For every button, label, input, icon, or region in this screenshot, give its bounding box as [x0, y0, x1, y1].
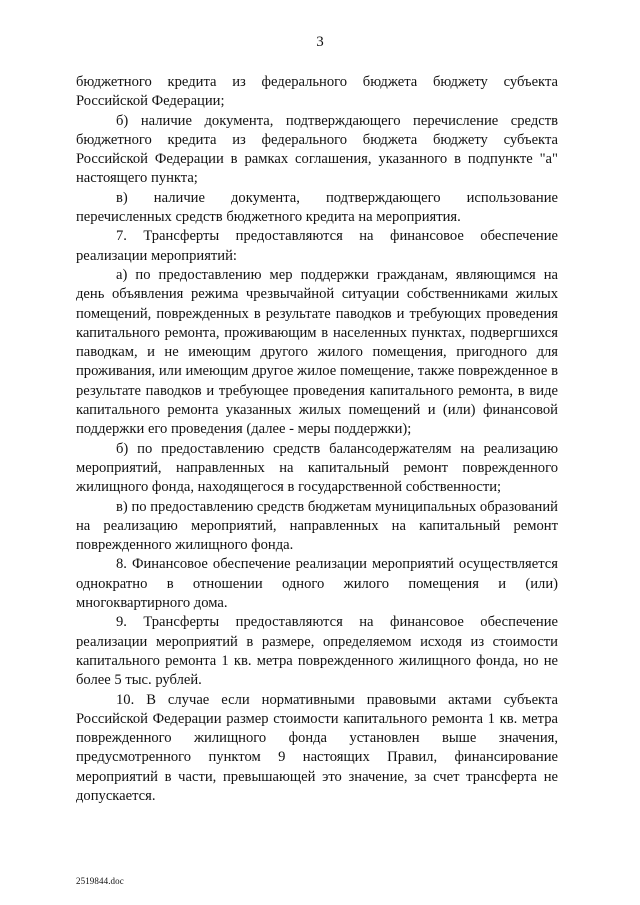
page-number: 3 [316, 34, 324, 50]
document-body [76, 73, 558, 806]
paragraph-clause-9: 9. Трансферты предоставляются на финансовое обеспечение реализации мероприятий в размере, определяемом исходя из стоимости капитального ремонта 1 кв. метра поврежденного жилищного фонда, но не более 5 тыс. рублей. [76, 614, 558, 689]
paragraph-item-v-document: в) наличие документа, подтверждающего использование перечисленных средств бюджетного кредита на мероприятия. [76, 189, 558, 226]
paragraph-clause-8: 8. Финансовое обеспечение реализации мероприятий осуществляется однократно в отношении одного жилого помещения и (или) многоквартирного дома. [76, 556, 558, 612]
paragraph-clause-10: 10. В случае если нормативными правовыми актами субъекта Российской Федерации размер стоимости капитального ремонта 1 кв. метра поврежденного жилищного фонда установлен выше значения, предусмотренного пунктом 9 настоящих Правил, финансирование мероприятий в части, превышающей это значение, за счет трансферта не допускается. [76, 691, 558, 804]
paragraph-continuation: бюджетного кредита из федерального бюджета бюджету субъекта Российской Федерации; [76, 74, 558, 110]
paragraph-clause-7-v: в) по предоставлению средств бюджетам муниципальных образований на реализацию мероприятий, направленных на капитальный ремонт поврежденного жилищного фонда. [76, 498, 558, 554]
paragraph-clause-7-a: а) по предоставлению мер поддержки гражданам, являющимся на день объявления режима чрезвычайной ситуации собственниками жилых помещений, поврежденных в результате паводков и требующих проведения капитального ремонта, проживающим в населенных пунктах, подвергшихся паводкам, и не имеющим другого жилого помещения, пригодного для проживания, или имеющим другое жилое помещение, также поврежденное в результате паводков и требующее проведения капитального ремонта, в виде капитального ремонта указанных жилых помещений и (или) финансовой поддержки его проведения (далее - меры поддержки); [76, 266, 558, 438]
paragraph-item-b-document: б) наличие документа, подтверждающего перечисление средств бюджетного кредита из федерального бюджета бюджету субъекта Российской Федерации в рамках соглашения, указанного в подпункте "а" настоящего пункта; [76, 112, 558, 187]
file-name-footer: 2519844.doc [76, 876, 124, 886]
paragraph-clause-7-b: б) по предоставлению средств балансодержателям на реализацию мероприятий, направленных на капитальный ремонт поврежденного жилищного фонда, находящегося в государственной собственности; [76, 440, 558, 496]
paragraph-clause-7: 7. Трансферты предоставляются на финансовое обеспечение реализации мероприятий: [76, 228, 558, 264]
